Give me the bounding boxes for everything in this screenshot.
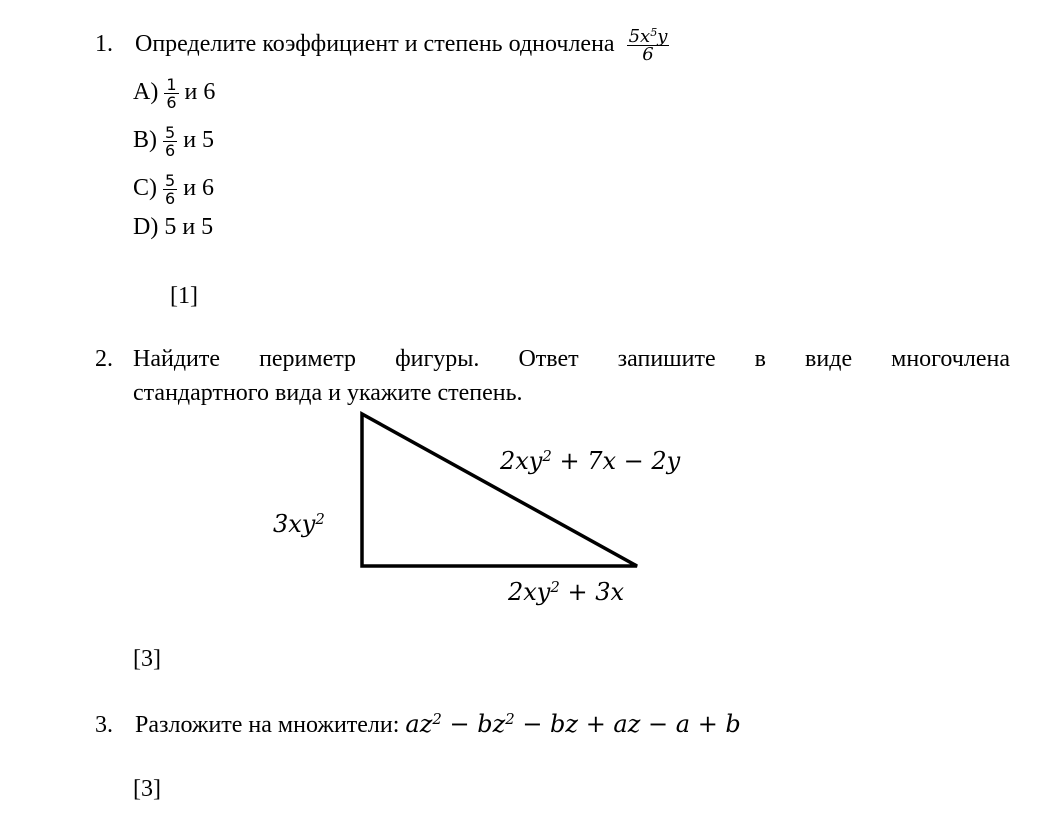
q2-line-2: стандартного вида и укажите степень. [133, 380, 523, 406]
expr-term-3: − bz + az − a + b [514, 710, 741, 738]
expr-term-2: − bz [441, 710, 506, 738]
monomial-numerator: 5x [628, 26, 651, 47]
option-letter: D) [133, 214, 159, 240]
expr-term-1: az [405, 710, 433, 738]
side-hyp-exp: 2 [542, 446, 552, 465]
monomial-exponent: 5 [650, 25, 658, 39]
q1-number: 1. [95, 31, 113, 58]
option-letter: A) [133, 79, 159, 106]
q2-marks: [3] [133, 646, 161, 672]
side-left-exp: 2 [315, 509, 325, 528]
side-hyp-rest: + 7x − 2y [551, 447, 681, 475]
q3-number: 3. [95, 712, 113, 738]
expr-exp-2: 2 [505, 709, 515, 728]
question-3 [95, 710, 741, 739]
fraction-den: 6 [165, 141, 176, 160]
side-hyp-label [500, 447, 680, 475]
fraction-num: 5 [165, 123, 176, 142]
monomial-denominator: 6 [627, 45, 670, 63]
q3-marks: [3] [133, 776, 161, 802]
option-letter: B) [133, 127, 157, 154]
fraction-den: 6 [165, 189, 176, 208]
option-letter: C) [133, 175, 157, 202]
q3-text: Разложите на множители: [135, 712, 400, 738]
option-rest: и 6 [184, 79, 216, 106]
q2-number: 2. [95, 346, 113, 372]
side-bottom-rest: + 3x [559, 578, 625, 606]
q1-marks: [1] [170, 283, 198, 309]
q1-text: Определите коэффициент и степень одночлена [135, 31, 615, 58]
fraction-num: 5 [165, 171, 176, 190]
side-bottom-label [508, 578, 624, 606]
expr-exp-1: 2 [432, 709, 442, 728]
fraction-den: 6 [166, 93, 177, 112]
option-rest: и 6 [183, 175, 215, 202]
fraction-num: 1 [166, 75, 177, 94]
side-hyp-term: 2xy [500, 447, 543, 475]
option-rest: и 5 [183, 127, 215, 154]
option-rest: 5 и 5 [164, 214, 214, 240]
side-left-term: 3xy [273, 510, 316, 538]
q2-line-1: Найдите периметр фигуры. Ответ запишите в виде многочлена [133, 346, 1010, 372]
side-left-label [273, 510, 325, 538]
monomial-var: y [657, 26, 668, 47]
q3-expression [405, 710, 740, 738]
side-bottom-exp: 2 [550, 577, 560, 596]
side-bottom-term: 2xy [508, 578, 551, 606]
triangle-shape [362, 414, 637, 566]
